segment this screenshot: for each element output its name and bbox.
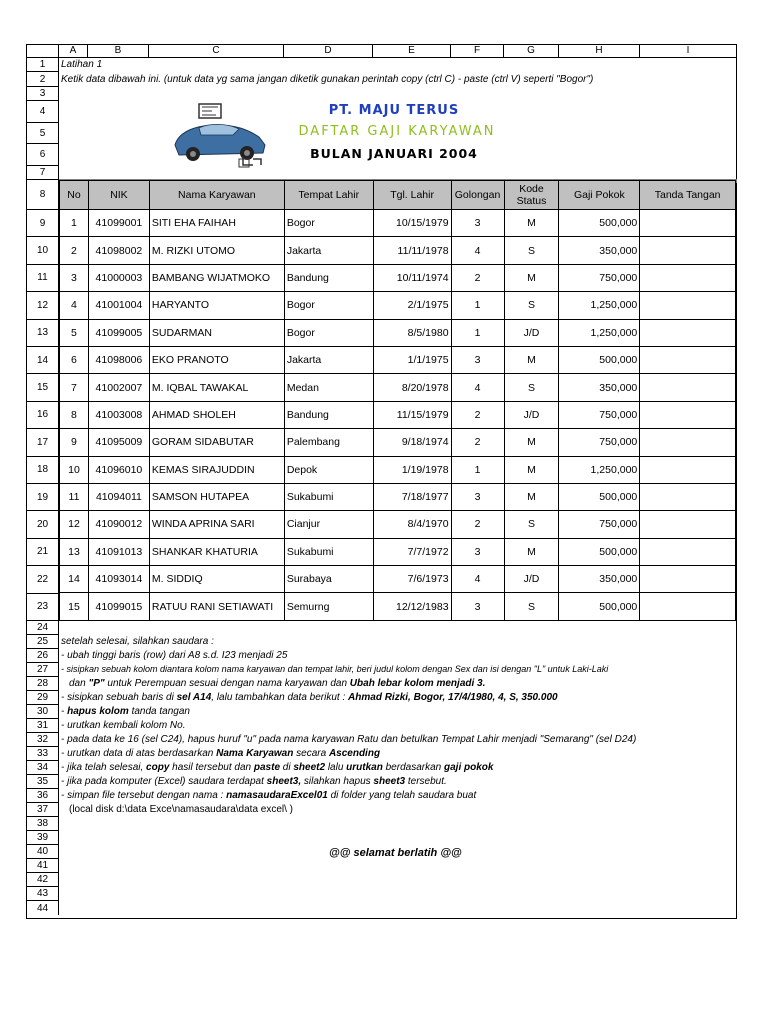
exercise-title: Latihan 1 xyxy=(61,59,103,70)
cell-golongan[interactable]: 3 xyxy=(451,210,504,237)
cell-nik[interactable]: 41094011 xyxy=(88,483,149,510)
cell-tanda-tangan[interactable] xyxy=(640,401,736,428)
cell-no[interactable]: 6 xyxy=(60,346,89,373)
row-number[interactable]: 3 xyxy=(27,87,59,101)
cell-tgl-lahir[interactable]: 8/20/1978 xyxy=(373,374,451,401)
row-number[interactable]: 26 xyxy=(27,649,59,663)
header-nama-karyawan[interactable]: Nama Karyawan xyxy=(149,181,284,210)
cell-no[interactable]: 2 xyxy=(60,237,89,264)
instruction-text: dan xyxy=(69,678,89,689)
instruction-text: tanda tangan xyxy=(128,706,190,717)
row-number[interactable]: 29 xyxy=(27,691,59,705)
cell-nik[interactable]: 41098006 xyxy=(88,346,149,373)
cell-nik[interactable]: 41090012 xyxy=(88,511,149,538)
row-number[interactable]: 39 xyxy=(27,831,59,845)
row-number[interactable]: 30 xyxy=(27,705,59,719)
cell-golongan[interactable]: 2 xyxy=(451,401,504,428)
cell-kode-status[interactable]: S xyxy=(504,511,559,538)
cell-tgl-lahir[interactable]: 11/15/1979 xyxy=(373,401,451,428)
cell-tanda-tangan[interactable] xyxy=(640,483,736,510)
report-title: DAFTAR GAJI KARYAWAN xyxy=(298,124,496,139)
row-number[interactable]: 36 xyxy=(27,789,59,803)
cell-no[interactable]: 1 xyxy=(60,210,89,237)
cell-gaji-pokok[interactable]: 500,000 xyxy=(559,210,640,237)
table-row xyxy=(60,483,736,510)
instruction-text: namasaudaraExcel01 xyxy=(226,790,328,801)
row-number[interactable]: 24 xyxy=(27,621,59,635)
cell-nama-karyawan[interactable]: GORAM SIDABUTAR xyxy=(149,429,284,456)
table-row xyxy=(60,319,736,346)
cell-tempat-lahir[interactable]: Surabaya xyxy=(284,566,373,593)
company-name: PT. MAJU TERUS xyxy=(328,103,460,118)
row-number[interactable]: 17 xyxy=(27,429,59,456)
cell-gaji-pokok[interactable]: 500,000 xyxy=(559,538,640,565)
cell-tgl-lahir[interactable]: 2/1/1975 xyxy=(373,292,451,319)
cell-tanda-tangan[interactable] xyxy=(640,429,736,456)
row-number[interactable]: 21 xyxy=(27,539,59,566)
row-number[interactable]: 35 xyxy=(27,775,59,789)
row-number[interactable]: 12 xyxy=(27,292,59,319)
row-number[interactable]: 2 xyxy=(27,72,59,87)
instruction-text: secara xyxy=(293,748,329,759)
header-tgl-lahir[interactable]: Tgl. Lahir xyxy=(373,181,451,210)
instruction-text: di folder yang telah saudara buat xyxy=(327,790,477,801)
row-number[interactable]: 9 xyxy=(27,210,59,237)
closing-message: @@ selamat berlatih @@ xyxy=(329,847,462,859)
table-row xyxy=(60,593,736,620)
cell-nik[interactable]: 41000003 xyxy=(88,264,149,291)
cell-gaji-pokok[interactable]: 1,250,000 xyxy=(559,319,640,346)
instruction-line: - sisipkan sebuah kolom diantara kolom nama karyawan dan tempat lahir, beri judul kolom dengan Sex dan isi dengan "L" untuk Laki-Laki xyxy=(61,664,609,674)
cell-tanda-tangan[interactable] xyxy=(640,538,736,565)
cell-tgl-lahir[interactable]: 8/5/1980 xyxy=(373,319,451,346)
spreadsheet xyxy=(26,44,737,919)
col-header-b[interactable]: B xyxy=(88,45,149,58)
cell-tanda-tangan[interactable] xyxy=(640,566,736,593)
instruction-line: - ubah tinggi baris (row) dari A8 s.d. I23 menjadi 25 xyxy=(61,650,288,661)
instruction-text: "P" xyxy=(88,678,105,689)
car-logo-icon xyxy=(169,101,269,169)
instruction-text: Ascending xyxy=(328,748,381,759)
instruction-text: - sisipkan sebuah baris di xyxy=(61,692,177,703)
col-header-a[interactable]: A xyxy=(59,45,88,58)
cell-tanda-tangan[interactable] xyxy=(640,346,736,373)
instruction-text: gaji pokok xyxy=(444,762,494,773)
cell-nama-karyawan[interactable]: EKO PRANOTO xyxy=(149,346,284,373)
header-tempat-lahir[interactable]: Tempat Lahir xyxy=(284,181,373,210)
instruction-line xyxy=(69,677,485,690)
cell-golongan[interactable]: 4 xyxy=(451,237,504,264)
cell-kode-status[interactable]: S xyxy=(504,593,559,620)
cell-tempat-lahir[interactable]: Bogor xyxy=(284,210,373,237)
cell-gaji-pokok[interactable]: 500,000 xyxy=(559,483,640,510)
cell-nik[interactable]: 41099005 xyxy=(88,319,149,346)
cell-nik[interactable]: 41095009 xyxy=(88,429,149,456)
cell-tanda-tangan[interactable] xyxy=(640,456,736,483)
table-row xyxy=(60,511,736,538)
row-number[interactable]: 38 xyxy=(27,817,59,831)
instruction-text: lalu xyxy=(325,762,347,773)
cell-tanda-tangan[interactable] xyxy=(640,264,736,291)
corner-cell[interactable] xyxy=(27,45,59,58)
cell-tgl-lahir[interactable]: 1/1/1975 xyxy=(373,346,451,373)
cell-golongan[interactable]: 2 xyxy=(451,429,504,456)
cell-nama-karyawan[interactable]: BAMBANG WIJATMOKO xyxy=(149,264,284,291)
cell-tgl-lahir[interactable]: 7/6/1973 xyxy=(373,566,451,593)
exercise-instruction: Ketik data dibawah ini. (untuk data yg sama jangan diketik gunakan perintah copy (ctrl C) - paste (ctrl V) seperti "Bogor") xyxy=(61,74,594,85)
header-nik[interactable]: NIK xyxy=(88,181,149,210)
cell-no[interactable]: 9 xyxy=(60,429,89,456)
row-number[interactable]: 43 xyxy=(27,887,59,901)
cell-golongan[interactable]: 3 xyxy=(451,483,504,510)
cell-nama-karyawan[interactable]: RATUU RANI SETIAWATI xyxy=(149,593,284,620)
cell-no[interactable]: 15 xyxy=(60,593,89,620)
cell-nama-karyawan[interactable]: KEMAS SIRAJUDDIN xyxy=(149,456,284,483)
cell-kode-status[interactable]: M xyxy=(504,456,559,483)
instruction-text: paste xyxy=(253,762,281,773)
cell-tgl-lahir[interactable]: 1/19/1978 xyxy=(373,456,451,483)
instruction-text: - simpan file tersebut dengan nama : xyxy=(61,790,227,801)
cell-kode-status[interactable]: M xyxy=(504,210,559,237)
cell-golongan[interactable]: 4 xyxy=(451,374,504,401)
row-number[interactable]: 13 xyxy=(27,320,59,347)
row-number[interactable]: 6 xyxy=(27,144,59,166)
instruction-line: - pada data ke 16 (sel C24), hapus huruf "u" pada nama karyawan Ratu dan betulkan Tempat Lahir menjadi "Semarang" (sel D24) xyxy=(61,734,637,745)
row-number[interactable]: 1 xyxy=(27,58,59,72)
cell-kode-status[interactable]: S xyxy=(504,237,559,264)
row-number[interactable]: 14 xyxy=(27,347,59,374)
row-number[interactable]: 16 xyxy=(27,402,59,429)
header-golongan[interactable]: Golongan xyxy=(451,181,504,210)
table-row xyxy=(60,566,736,593)
cell-gaji-pokok[interactable]: 500,000 xyxy=(559,593,640,620)
cell-gaji-pokok[interactable]: 750,000 xyxy=(559,264,640,291)
cell-golongan[interactable]: 3 xyxy=(451,346,504,373)
cell-tanda-tangan[interactable] xyxy=(640,237,736,264)
cell-kode-status[interactable]: M xyxy=(504,538,559,565)
cell-tempat-lahir[interactable]: Bogor xyxy=(284,292,373,319)
cell-tgl-lahir[interactable]: 12/12/1983 xyxy=(373,593,451,620)
cell-gaji-pokok[interactable]: 1,250,000 xyxy=(559,292,640,319)
cell-tempat-lahir[interactable]: Bandung xyxy=(284,264,373,291)
instruction-line: setelah selesai, silahkan saudara : xyxy=(61,636,214,647)
cell-nik[interactable]: 41096010 xyxy=(88,456,149,483)
cell-tanda-tangan[interactable] xyxy=(640,210,736,237)
instruction-text: - jika pada komputer (Excel) saudara terdapat xyxy=(61,776,267,787)
table-row xyxy=(60,429,736,456)
instruction-text: hasil tersebut dan xyxy=(169,762,254,773)
table-header-row xyxy=(60,181,736,210)
cell-nik[interactable]: 41002007 xyxy=(88,374,149,401)
instruction-text: hapus kolom xyxy=(67,706,129,717)
cell-tempat-lahir[interactable]: Jakarta xyxy=(284,346,373,373)
instruction-text: sheet3 xyxy=(373,776,406,787)
instruction-text: Nama Karyawan xyxy=(216,748,294,759)
col-header-g[interactable]: G xyxy=(504,45,559,58)
cell-tempat-lahir[interactable]: Bogor xyxy=(284,319,373,346)
cell-gaji-pokok[interactable]: 750,000 xyxy=(559,429,640,456)
row-number[interactable]: 18 xyxy=(27,457,59,484)
cell-nama-karyawan[interactable]: SHANKAR KHATURIA xyxy=(149,538,284,565)
instruction-text: sheet2 xyxy=(293,762,326,773)
instruction-text: - jika telah selesai, xyxy=(61,762,147,773)
cell-tgl-lahir[interactable]: 8/4/1970 xyxy=(373,511,451,538)
instruction-text: Ahmad Rizki, Bogor, 17/4/1980, 4, S, 350.000 xyxy=(348,692,558,703)
cell-nama-karyawan[interactable]: HARYANTO xyxy=(149,292,284,319)
row-number[interactable]: 28 xyxy=(27,677,59,691)
header-gaji-pokok[interactable]: Gaji Pokok xyxy=(559,181,640,210)
cell-tempat-lahir[interactable]: Depok xyxy=(284,456,373,483)
header-tanda-tangan[interactable]: Tanda Tangan xyxy=(640,181,736,210)
cell-tanda-tangan[interactable] xyxy=(640,593,736,620)
cell-tgl-lahir[interactable]: 10/15/1979 xyxy=(373,210,451,237)
cell-kode-status[interactable]: M xyxy=(504,346,559,373)
cell-no[interactable]: 13 xyxy=(60,538,89,565)
row-number[interactable]: 42 xyxy=(27,873,59,887)
instruction-text: di xyxy=(280,762,294,773)
row-number[interactable]: 8 xyxy=(27,180,59,210)
cell-no[interactable]: 10 xyxy=(60,456,89,483)
cell-nama-karyawan[interactable]: SITI EHA FAIHAH xyxy=(149,210,284,237)
cell-kode-status[interactable]: M xyxy=(504,264,559,291)
cell-gaji-pokok[interactable]: 350,000 xyxy=(559,237,640,264)
cell-golongan[interactable]: 1 xyxy=(451,319,504,346)
cell-kode-status[interactable]: J/D xyxy=(504,319,559,346)
cell-tgl-lahir[interactable]: 7/18/1977 xyxy=(373,483,451,510)
instruction-text: - xyxy=(61,706,68,717)
cell-tempat-lahir[interactable]: Semurng xyxy=(284,593,373,620)
table-row xyxy=(60,401,736,428)
instruction-text: copy xyxy=(146,762,170,773)
instruction-line xyxy=(61,691,558,704)
cell-tgl-lahir[interactable]: 11/11/1978 xyxy=(373,237,451,264)
cell-no[interactable]: 12 xyxy=(60,511,89,538)
cell-no[interactable]: 3 xyxy=(60,264,89,291)
instruction-text: berdasarkan xyxy=(382,762,444,773)
row-number[interactable]: 5 xyxy=(27,123,59,144)
row-number[interactable]: 44 xyxy=(27,901,59,915)
instruction-text: , lalu tambahkan data berikut : xyxy=(211,692,349,703)
table-row xyxy=(60,456,736,483)
cell-golongan[interactable]: 4 xyxy=(451,566,504,593)
cell-kode-status[interactable]: J/D xyxy=(504,566,559,593)
cell-kode-status[interactable]: M xyxy=(504,483,559,510)
cell-nama-karyawan[interactable]: SAMSON HUTAPEA xyxy=(149,483,284,510)
cell-no[interactable]: 7 xyxy=(60,374,89,401)
cell-gaji-pokok[interactable]: 350,000 xyxy=(559,374,640,401)
col-header-e[interactable]: E xyxy=(373,45,451,58)
cell-gaji-pokok[interactable]: 750,000 xyxy=(559,401,640,428)
cell-no[interactable]: 8 xyxy=(60,401,89,428)
row-number[interactable]: 10 xyxy=(27,237,59,264)
cell-golongan[interactable]: 1 xyxy=(451,456,504,483)
col-header-h[interactable]: H xyxy=(559,45,640,58)
table-row xyxy=(60,538,736,565)
instruction-text: sel A14 xyxy=(176,692,212,703)
instruction-line xyxy=(61,761,493,774)
cell-golongan[interactable]: 3 xyxy=(451,593,504,620)
instruction-text: tersebut. xyxy=(405,776,447,787)
cell-golongan[interactable]: 2 xyxy=(451,511,504,538)
instruction-line xyxy=(61,775,447,788)
cell-kode-status[interactable]: M xyxy=(504,429,559,456)
table-row xyxy=(60,292,736,319)
cell-gaji-pokok[interactable]: 350,000 xyxy=(559,566,640,593)
col-header-c[interactable]: C xyxy=(149,45,284,58)
row-number[interactable]: 19 xyxy=(27,484,59,511)
cell-golongan[interactable]: 1 xyxy=(451,292,504,319)
row-number[interactable]: 31 xyxy=(27,719,59,733)
cell-golongan[interactable]: 2 xyxy=(451,264,504,291)
row-number[interactable]: 41 xyxy=(27,859,59,873)
table-row xyxy=(60,374,736,401)
row-number[interactable]: 27 xyxy=(27,663,59,677)
row-number[interactable]: 7 xyxy=(27,166,59,180)
cell-kode-status[interactable]: J/D xyxy=(504,401,559,428)
row-number[interactable]: 22 xyxy=(27,566,59,593)
cell-tempat-lahir[interactable]: Jakarta xyxy=(284,237,373,264)
col-header-f[interactable]: F xyxy=(451,45,504,58)
instruction-line: (local disk d:\data Exce\namasaudara\data excel\ ) xyxy=(69,804,294,815)
cell-tanda-tangan[interactable] xyxy=(640,511,736,538)
cell-tgl-lahir[interactable]: 7/7/1972 xyxy=(373,538,451,565)
cell-tempat-lahir[interactable]: Sukabumi xyxy=(284,483,373,510)
instruction-text: - urutkan data di atas berdasarkan xyxy=(61,748,217,759)
row-number[interactable]: 20 xyxy=(27,511,59,538)
instruction-text: Ubah lebar kolom menjadi 3. xyxy=(349,678,486,689)
instruction-line xyxy=(61,747,380,760)
cell-tempat-lahir[interactable]: Palembang xyxy=(284,429,373,456)
table-row xyxy=(60,346,736,373)
table-row xyxy=(60,264,736,291)
cell-nama-karyawan[interactable]: M. RIZKI UTOMO xyxy=(149,237,284,264)
row-number[interactable]: 32 xyxy=(27,733,59,747)
cell-nik[interactable]: 41093014 xyxy=(88,566,149,593)
row-number[interactable]: 40 xyxy=(27,845,59,859)
cell-nik[interactable]: 41091013 xyxy=(88,538,149,565)
cell-gaji-pokok[interactable]: 500,000 xyxy=(559,346,640,373)
cell-no[interactable]: 14 xyxy=(60,566,89,593)
cell-nik[interactable]: 41003008 xyxy=(88,401,149,428)
cell-tempat-lahir[interactable]: Bandung xyxy=(284,401,373,428)
row-number[interactable]: 4 xyxy=(27,101,59,123)
cell-tanda-tangan[interactable] xyxy=(640,374,736,401)
row-number[interactable]: 23 xyxy=(27,594,59,621)
cell-nik[interactable]: 41099015 xyxy=(88,593,149,620)
cell-no[interactable]: 4 xyxy=(60,292,89,319)
cell-nama-karyawan[interactable]: M. SIDDIQ xyxy=(149,566,284,593)
cell-tempat-lahir[interactable]: Sukabumi xyxy=(284,538,373,565)
header-no[interactable]: No xyxy=(60,181,89,210)
cell-nik[interactable]: 41001004 xyxy=(88,292,149,319)
cell-no[interactable]: 11 xyxy=(60,483,89,510)
instruction-line xyxy=(61,789,476,802)
cell-tempat-lahir[interactable]: Cianjur xyxy=(284,511,373,538)
instruction-line xyxy=(61,705,190,718)
instruction-text: urutkan xyxy=(346,762,383,773)
cell-tgl-lahir[interactable]: 9/18/1974 xyxy=(373,429,451,456)
cell-tanda-tangan[interactable] xyxy=(640,319,736,346)
salary-table xyxy=(59,180,736,621)
cell-kode-status[interactable]: S xyxy=(504,374,559,401)
table-row xyxy=(60,210,736,237)
cell-nama-karyawan[interactable]: AHMAD SHOLEH xyxy=(149,401,284,428)
row-number[interactable]: 11 xyxy=(27,265,59,292)
cell-gaji-pokok[interactable]: 1,250,000 xyxy=(559,456,640,483)
cell-tanda-tangan[interactable] xyxy=(640,292,736,319)
row-number[interactable]: 34 xyxy=(27,761,59,775)
cell-nik[interactable]: 41099001 xyxy=(88,210,149,237)
cell-nama-karyawan[interactable]: SUDARMAN xyxy=(149,319,284,346)
row-number[interactable]: 37 xyxy=(27,803,59,817)
cell-tgl-lahir[interactable]: 10/11/1974 xyxy=(373,264,451,291)
cell-nama-karyawan[interactable]: WINDA APRINA SARI xyxy=(149,511,284,538)
cell-no[interactable]: 5 xyxy=(60,319,89,346)
cell-nik[interactable]: 41098002 xyxy=(88,237,149,264)
col-header-i[interactable]: I xyxy=(640,45,736,58)
table-row xyxy=(60,237,736,264)
instruction-text: silahkan hapus xyxy=(301,776,374,787)
instruction-line: - urutkan kembali kolom No. xyxy=(61,720,186,731)
cell-tempat-lahir[interactable]: Medan xyxy=(284,374,373,401)
cell-gaji-pokok[interactable]: 750,000 xyxy=(559,511,640,538)
row-number[interactable]: 25 xyxy=(27,635,59,649)
header-kode-status[interactable]: Kode Status xyxy=(504,181,559,210)
instruction-text: sheet3, xyxy=(266,776,302,787)
report-period: BULAN JANUARI 2004 xyxy=(310,146,478,161)
instruction-text: untuk Perempuan sesuai dengan nama karyawan dan xyxy=(104,678,350,689)
row-number[interactable]: 33 xyxy=(27,747,59,761)
cell-kode-status[interactable]: S xyxy=(504,292,559,319)
row-number[interactable]: 15 xyxy=(27,374,59,401)
col-header-d[interactable]: D xyxy=(284,45,373,58)
cell-golongan[interactable]: 3 xyxy=(451,538,504,565)
cell-nama-karyawan[interactable]: M. IQBAL TAWAKAL xyxy=(149,374,284,401)
